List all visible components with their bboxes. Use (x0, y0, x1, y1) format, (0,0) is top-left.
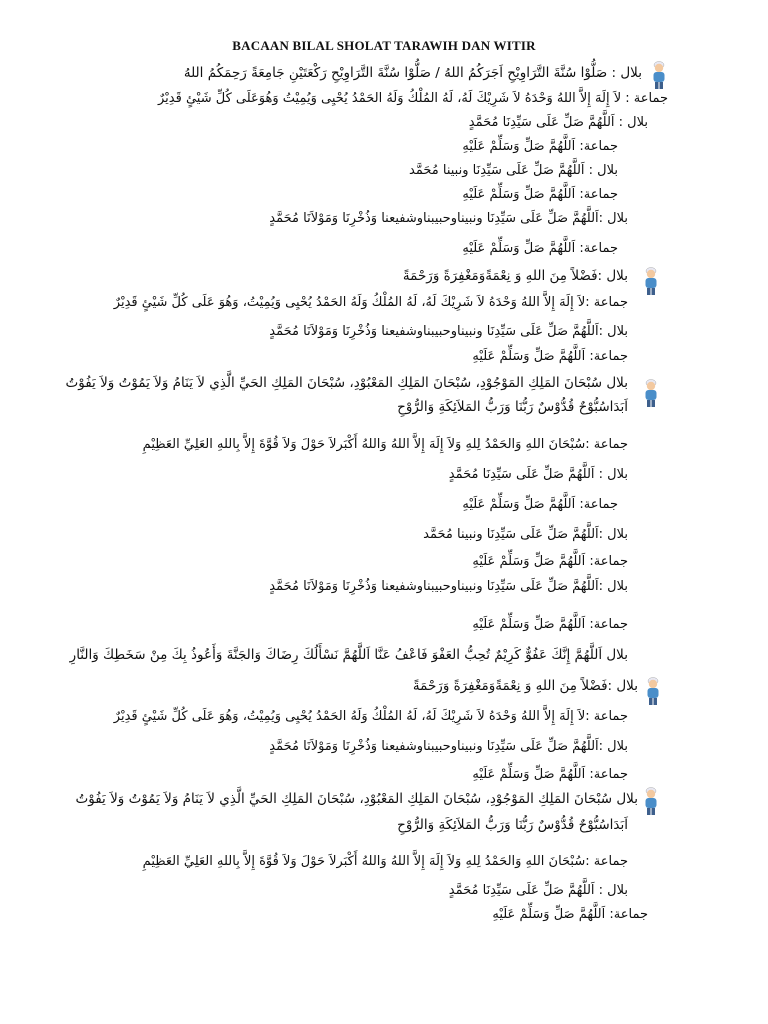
bilal-line: بلال :اَللَّهُمَّ صَلِّ عَلَى سَيِّدِنَا ونبيناوحبيبناوشفيعنا وَذُخْرِنَا وَمَوْلاَنَا مُحَمَّدٍ (269, 739, 628, 754)
bilal-line: بلال اَللَّهُمَّ إِنَّكَ عَفُوٌّ كَرِيْمٌ تُحِبُّ العَفْوَ فَاعْفُ عَنَّا اَللَّهُمَّ نَسْأَلُكَ رِضَاكَ وَالجَنَّةَ وَأَعُوذُ بِكَ مِنْ سَخَطِكَ وَالنَّارِ (69, 647, 628, 663)
bilal-line: بلال : صَلُّوْا سُنَّةَ التَّرَاوِيْحِ اَجَرَكُمُ اللهُ / صَلُّوْا سُنَّةَ التَّرَاوِيْحِ رَكْعَتَيْنِ جَامِعَةً رَحِمَكُمُ اللهُ (183, 65, 642, 81)
bilal-line: بلال سُبْحَانَ المَلِكِ المَوْجُوْدِ، سُبْحَانَ المَلِكِ المَعْبُوْدِ، سُبْحَانَ المَلِكِ الحَيِّ الَّذِي لاَ يَنَامُ وَلاَ يَمُوْتُ وَلاَ يَفُوْتُ (75, 791, 638, 807)
standing-man-icon (648, 60, 670, 90)
bilal-line: بلال : اَللَّهُمَّ صَلِّ عَلَى سَيِّدِنَا مُحَمَّدٍ (468, 115, 648, 130)
standing-man-icon (640, 378, 662, 408)
bilal-line: بلال :اَللَّهُمَّ صَلِّ عَلَى سَيِّدِنَا ونبيناوحبيبناوشفيعنا وَذُخْرِنَا وَمَوْلاَنَا مُحَمَّدٍ (269, 579, 628, 594)
jamaah-line: جماعة: اَللَّهُمَّ صَلِّ وَسَلِّمْ عَلَيْهِ (472, 767, 628, 782)
page-title: BACAAN BILAL SHOLAT TARAWIH DAN WITIR (232, 38, 536, 53)
jamaah-line: جماعة: اَللَّهُمَّ صَلِّ وَسَلِّمْ عَلَيْهِ (472, 617, 628, 632)
bilal-line: بلال :اَللَّهُمَّ صَلِّ عَلَى سَيِّدِنَا ونبينا مُحَمَّد (423, 527, 628, 542)
bilal-line: بلال سُبْحَانَ المَلِكِ المَوْجُوْدِ، سُبْحَانَ المَلِكِ المَعْبُوْدِ، سُبْحَانَ المَلِكِ الحَيِّ الَّذِي لاَ يَنَامُ وَلاَ يَمُوْتُ وَلاَ يَفُوْتُ (65, 375, 628, 391)
jamaah-line: جماعة: اَللَّهُمَّ صَلِّ وَسَلِّمْ عَلَيْهِ (472, 349, 628, 364)
standing-man-icon (640, 786, 662, 816)
bilal-line: بلال : اَللَّهُمَّ صَلِّ عَلَى سَيِّدِنَا مُحَمَّدٍ (448, 467, 628, 482)
jamaah-line: جماعة: اَللَّهُمَّ صَلِّ وَسَلِّمْ عَلَيْهِ (462, 241, 618, 256)
standing-man-icon (642, 676, 664, 706)
jamaah-line: جماعة: اَللَّهُمَّ صَلِّ وَسَلِّمْ عَلَيْهِ (462, 139, 618, 154)
bilal-line: بلال : اَللَّهُمَّ صَلِّ عَلَى سَيِّدِنَا مُحَمَّدٍ (448, 883, 628, 898)
bilal-line: بلال :فَضْلاً مِنَ اللهِ وَ نِعْمَةًوَمَغْفِرَةً وَرَحْمَةً (402, 268, 628, 284)
bilal-line-continued: اَبَدَاسُبُّوْحٌ قُدُّوْسٌ رَبُّنَا وَرَبُّ المَلاَئِكَةِ وَالرُّوْحِ (397, 817, 628, 833)
jamaah-line: جماعة: اَللَّهُمَّ صَلِّ وَسَلِّمْ عَلَيْهِ (462, 187, 618, 202)
jamaah-line: جماعة :لاَ إِلَهَ إِلاَّ اللهُ وَحْدَهُ لاَ شَرِيْكَ لَهُ، لَهُ المُلْكُ وَلَهُ الحَمْدُ يُحْيِى وَيُمِيْتُ، وَهُوَ عَلَى كُلِّ شَيْئٍ قَدِيْرٌ (113, 295, 628, 310)
jamaah-line: جماعة: اَللَّهُمَّ صَلِّ وَسَلِّمْ عَلَيْهِ (472, 554, 628, 569)
jamaah-line: جماعة :لاَ إِلَهَ إِلاَّ اللهُ وَحْدَهُ لاَ شَرِيْكَ لَهُ، لَهُ المُلْكُ وَلَهُ الحَمْدُ يُحْيِى وَيُمِيْتُ، وَهُوَ عَلَى كُلِّ شَيْئٍ قَدِيْرٌ (113, 709, 628, 724)
jamaah-line: جماعة: اَللَّهُمَّ صَلِّ وَسَلِّمْ عَلَيْهِ (492, 907, 648, 922)
bilal-line: بلال :اَللَّهُمَّ صَلِّ عَلَى سَيِّدِنَا ونبيناوحبيبناوشفيعنا وَذُخْرِنَا وَمَوْلاَنَا مُحَمَّدٍ (269, 211, 628, 226)
bilal-line: بلال :اَللَّهُمَّ صَلِّ عَلَى سَيِّدِنَا ونبيناوحبيبناوشفيعنا وَذُخْرِنَا وَمَوْلاَنَا مُحَمَّدٍ (269, 324, 628, 339)
bilal-line: بلال : اَللَّهُمَّ صَلِّ عَلَى سَيِّدِنَا ونبينا مُحَمَّد (409, 163, 618, 178)
jamaah-line: جماعة: اَللَّهُمَّ صَلِّ وَسَلِّمْ عَلَيْهِ (462, 497, 618, 512)
jamaah-line: جماعة :سُبْحَانَ اللهِ وَالحَمْدُ لِلهِ وَلاَ إِلَهَ إِلاَّ اللهُ وَاللهُ أَكْبَرلاَ حَوْلَ وَلاَ قُوَّةَ إِلاَّ بِاللهِ العَلِيِّ العَظِيْمِ (142, 854, 628, 869)
bilal-line-continued: اَبَدَاسُبُّوْحٌ قُدُّوْسٌ رَبُّنَا وَرَبُّ المَلاَئِكَةِ وَالرُّوْحِ (397, 399, 628, 415)
standing-man-icon (640, 266, 662, 296)
jamaah-line: جماعة :سُبْحَانَ اللهِ وَالحَمْدُ لِلهِ وَلاَ إِلَهَ إِلاَّ اللهُ وَاللهُ أَكْبَرلاَ حَوْلَ وَلاَ قُوَّةَ إِلاَّ بِاللهِ العَلِيِّ العَظِيْمِ (142, 437, 628, 452)
bilal-line: بلال :فَضْلاً مِنَ اللهِ وَ نِعْمَةًوَمَغْفِرَةً وَرَحْمَةً (412, 678, 638, 694)
jamaah-line: جماعة : لاَ إِلَهَ إِلاَّ اللهُ وَحْدَهُ لاَ شَرِيْكَ لَهُ، لَهُ المُلْكُ وَلَهُ الحَمْدُ يُحْيِى وَيُمِيْتُ وَهُوَعَلَى كُلِّ شَيْئٍ قَدِيْرٌ (157, 91, 668, 106)
